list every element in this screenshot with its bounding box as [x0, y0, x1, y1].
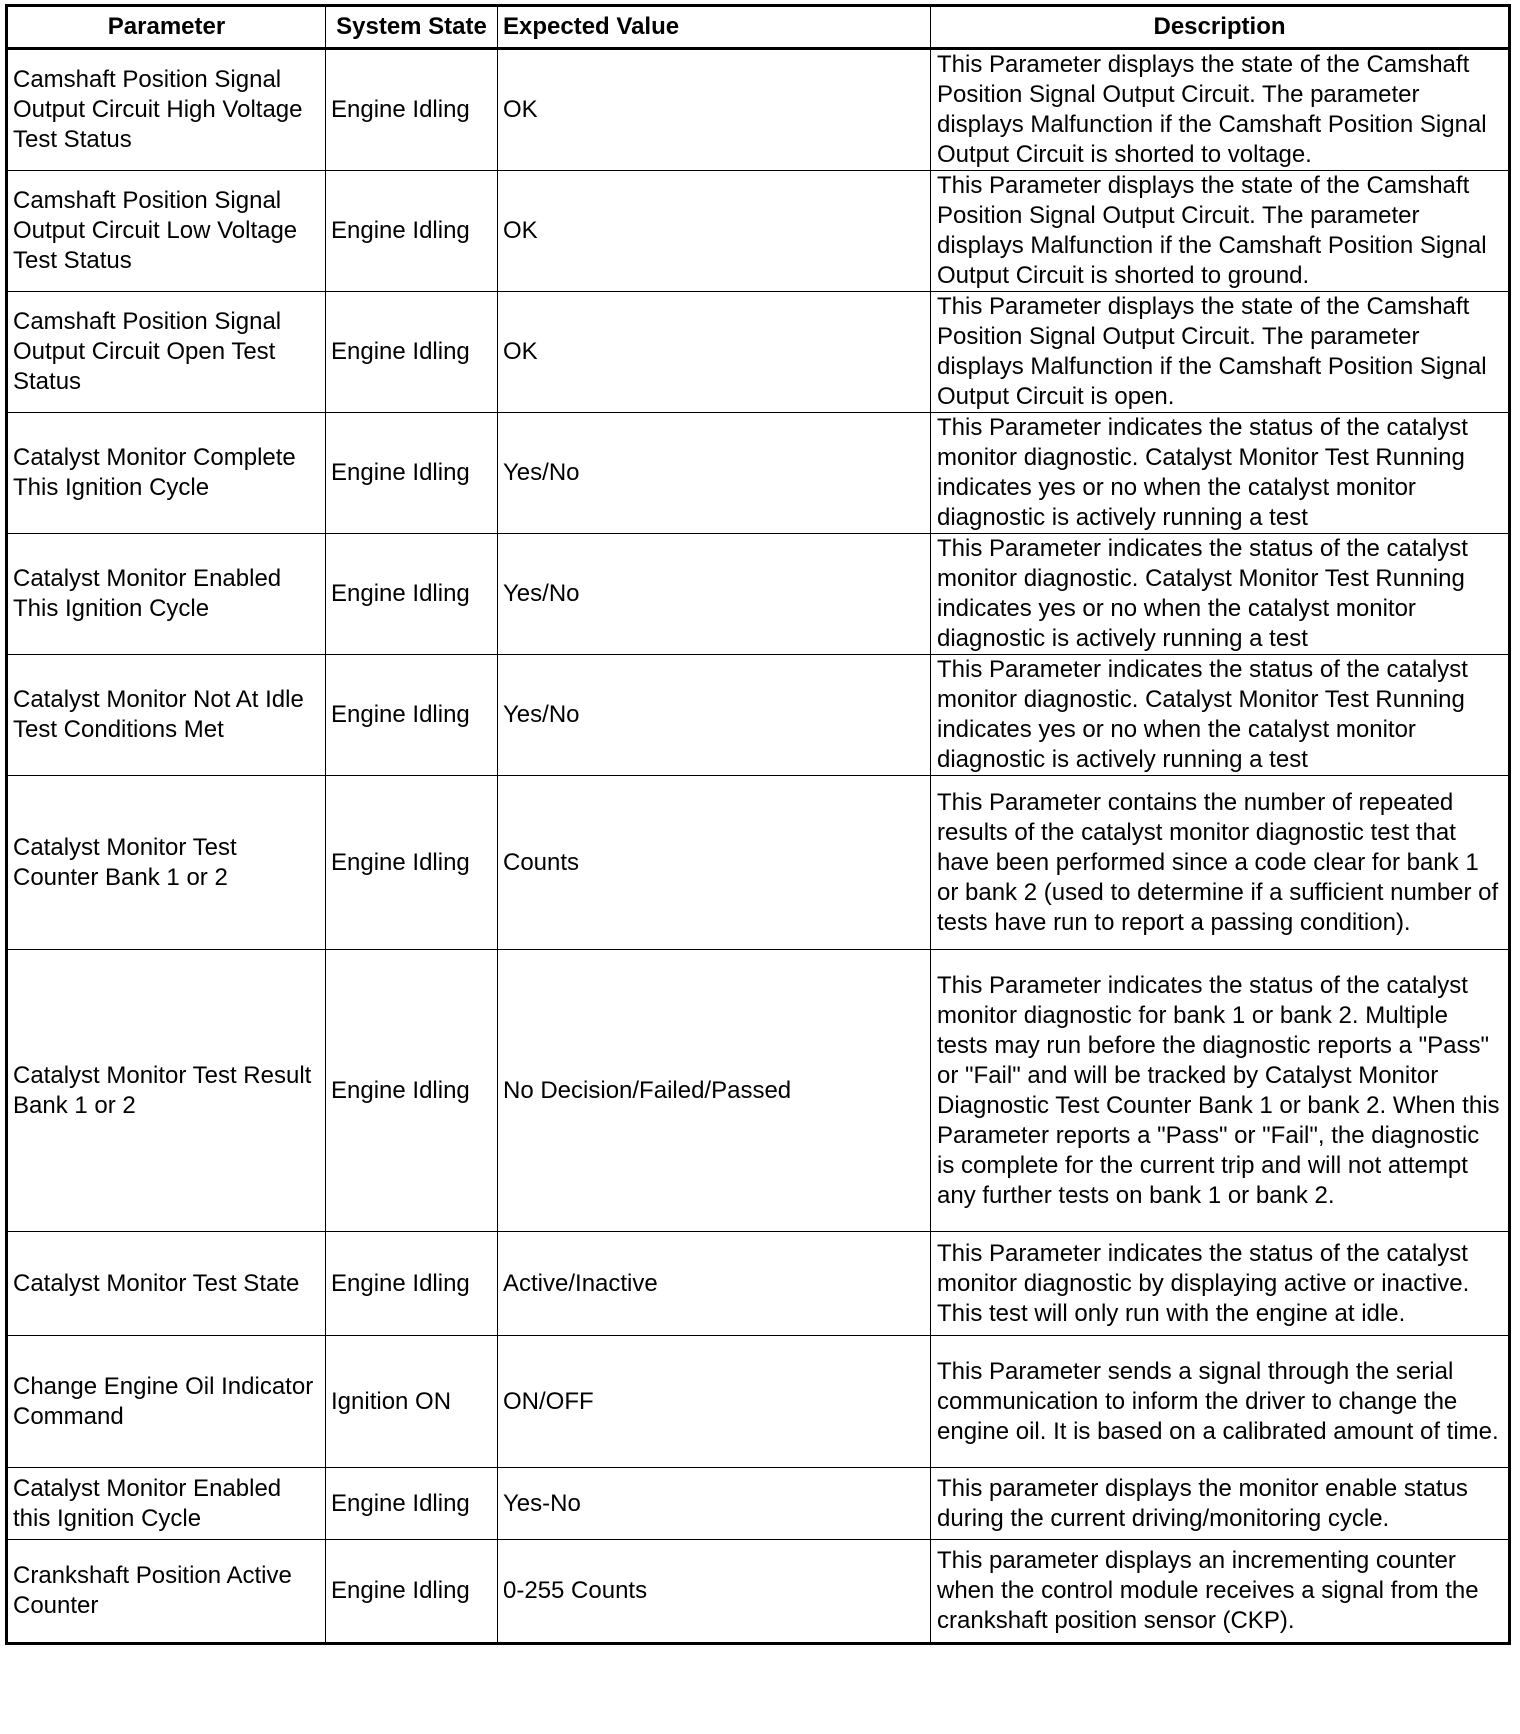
expected-value-cell: No Decision/Failed/Passed: [498, 950, 931, 1232]
description-cell: This Parameter contains the number of repeated results of the catalyst monitor diagnostic test that have been performed since a code clear for bank 1 or bank 2 (used to determine if a sufficient number of tests have run to report a passing condition).: [931, 776, 1510, 950]
expected-value-cell: Yes/No: [498, 655, 931, 776]
expected-value-cell: OK: [498, 49, 931, 171]
table-row: [7, 292, 1510, 413]
parameter-cell: Camshaft Position Signal Output Circuit Open Test Status: [7, 292, 326, 413]
description-cell: This parameter displays the monitor enable status during the current driving/monitoring cycle.: [931, 1468, 1510, 1540]
expected-value-cell: Yes-No: [498, 1468, 931, 1540]
expected-value-cell: OK: [498, 292, 931, 413]
parameter-cell: Camshaft Position Signal Output Circuit Low Voltage Test Status: [7, 171, 326, 292]
table-row: [7, 655, 1510, 776]
table-row: [7, 776, 1510, 950]
system-state-cell: Engine Idling: [326, 171, 498, 292]
table-row: [7, 49, 1510, 171]
parameter-cell: Camshaft Position Signal Output Circuit High Voltage Test Status: [7, 49, 326, 171]
header-description: Description: [931, 6, 1510, 49]
parameter-cell: Catalyst Monitor Not At Idle Test Conditions Met: [7, 655, 326, 776]
table-row: [7, 171, 1510, 292]
expected-value-cell: Yes/No: [498, 413, 931, 534]
description-cell: This Parameter indicates the status of the catalyst monitor diagnostic. Catalyst Monitor Test Running indicates yes or no when the catalyst monitor diagnostic is actively running a test: [931, 534, 1510, 655]
description-cell: This Parameter displays the state of the Camshaft Position Signal Output Circuit. The parameter displays Malfunction if the Camshaft Position Signal Output Circuit is open.: [931, 292, 1510, 413]
system-state-cell: Engine Idling: [326, 534, 498, 655]
table-row: [7, 950, 1510, 1232]
header-row: [7, 6, 1510, 49]
table-row: [7, 1336, 1510, 1468]
description-cell: This Parameter indicates the status of the catalyst monitor diagnostic by displaying active or inactive. This test will only run with the engine at idle.: [931, 1232, 1510, 1336]
system-state-cell: Engine Idling: [326, 776, 498, 950]
header-expected-value: Expected Value: [498, 6, 931, 49]
header-parameter: Parameter: [7, 6, 326, 49]
parameter-cell: Catalyst Monitor Test State: [7, 1232, 326, 1336]
description-cell: This Parameter indicates the status of the catalyst monitor diagnostic. Catalyst Monitor Test Running indicates yes or no when the catalyst monitor diagnostic is actively running a test: [931, 413, 1510, 534]
expected-value-cell: ON/OFF: [498, 1336, 931, 1468]
parameter-cell: Catalyst Monitor Enabled this Ignition Cycle: [7, 1468, 326, 1540]
table-row: [7, 1232, 1510, 1336]
system-state-cell: Engine Idling: [326, 1468, 498, 1540]
description-cell: This parameter displays an incrementing counter when the control module receives a signal from the crankshaft position sensor (CKP).: [931, 1540, 1510, 1644]
expected-value-cell: 0-255 Counts: [498, 1540, 931, 1644]
system-state-cell: Ignition ON: [326, 1336, 498, 1468]
system-state-cell: Engine Idling: [326, 413, 498, 534]
parameter-cell: Catalyst Monitor Enabled This Ignition Cycle: [7, 534, 326, 655]
description-cell: This Parameter displays the state of the Camshaft Position Signal Output Circuit. The parameter displays Malfunction if the Camshaft Position Signal Output Circuit is shorted to ground.: [931, 171, 1510, 292]
system-state-cell: Engine Idling: [326, 950, 498, 1232]
table-row: [7, 1468, 1510, 1540]
parameter-cell: Catalyst Monitor Complete This Ignition Cycle: [7, 413, 326, 534]
description-cell: This Parameter displays the state of the Camshaft Position Signal Output Circuit. The parameter displays Malfunction if the Camshaft Position Signal Output Circuit is shorted to voltage.: [931, 49, 1510, 171]
description-cell: This Parameter sends a signal through the serial communication to inform the driver to change the engine oil. It is based on a calibrated amount of time.: [931, 1336, 1510, 1468]
parameter-cell: Catalyst Monitor Test Counter Bank 1 or 2: [7, 776, 326, 950]
system-state-cell: Engine Idling: [326, 49, 498, 171]
system-state-cell: Engine Idling: [326, 1232, 498, 1336]
parameter-cell: Crankshaft Position Active Counter: [7, 1540, 326, 1644]
table-row: [7, 1540, 1510, 1644]
expected-value-cell: Active/Inactive: [498, 1232, 931, 1336]
system-state-cell: Engine Idling: [326, 1540, 498, 1644]
table-row: [7, 413, 1510, 534]
parameter-cell: Catalyst Monitor Test Result Bank 1 or 2: [7, 950, 326, 1232]
system-state-cell: Engine Idling: [326, 292, 498, 413]
header-system-state: System State: [326, 6, 498, 49]
parameter-cell: Change Engine Oil Indicator Command: [7, 1336, 326, 1468]
expected-value-cell: Yes/No: [498, 534, 931, 655]
expected-value-cell: Counts: [498, 776, 931, 950]
system-state-cell: Engine Idling: [326, 655, 498, 776]
description-cell: This Parameter indicates the status of the catalyst monitor diagnostic for bank 1 or bank 2. Multiple tests may run before the diagnostic reports a "Pass" or "Fail" and will be tracked by Catalyst Monitor Diagnostic Test Counter Bank 1 or bank 2. When this Parameter reports a "Pass" or "Fail", the diagnostic is complete for the current trip and will not attempt any further tests on bank 1 or bank 2.: [931, 950, 1510, 1232]
expected-value-cell: OK: [498, 171, 931, 292]
parameter-table: [5, 4, 1511, 1645]
table-row: [7, 534, 1510, 655]
description-cell: This Parameter indicates the status of the catalyst monitor diagnostic. Catalyst Monitor Test Running indicates yes or no when the catalyst monitor diagnostic is actively running a test: [931, 655, 1510, 776]
